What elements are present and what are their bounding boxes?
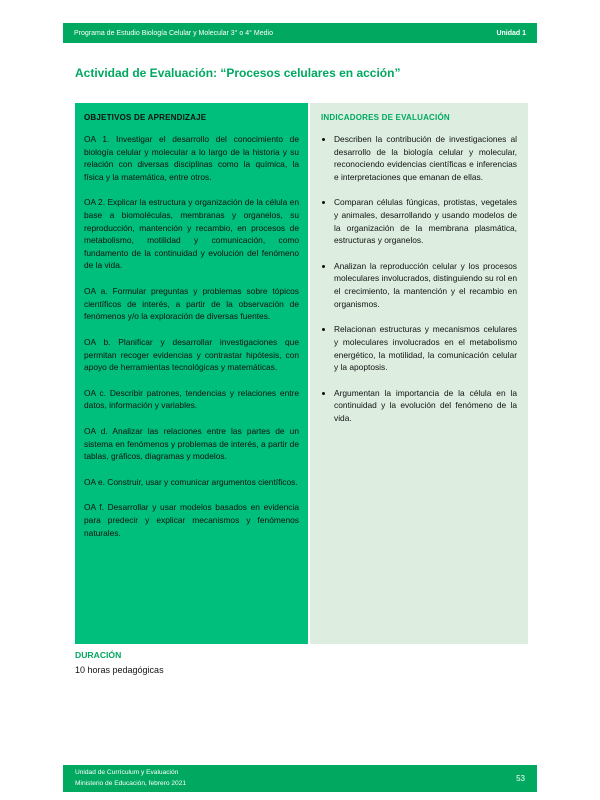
objective-paragraph: OA 2. Explicar la estructura y organización de la célula en base a biomoléculas, membranas y organelos, su reproducción, mantención y recambio, en procesos de metabolismo, motilidad y comunicación, como fundamento de la continuidad y evolución del fenómeno de la vida. (84, 197, 299, 271)
objective-paragraph: OA a. Formular preguntas y problemas sobre tópicos científicos de interés, a partir de la observación de fenómenos y/o la exploración de diversas fuentes. (84, 286, 299, 322)
objective-paragraph: OA d. Analizar las relaciones entre las partes de un sistema en fenómenos y problemas de interés, a partir de tablas, gráficos, diagramas y modelos. (84, 425, 299, 462)
objectives-indicators-table (75, 103, 528, 644)
objectives-header: OBJETIVOS DE APRENDIZAJE (84, 113, 207, 122)
objective-paragraph: OA c. Describir patrones, tendencias y relaciones entre datos, información y variables. (84, 387, 299, 411)
page-footer-bar (63, 765, 537, 792)
indicator-item: • Comparan células fúngicas, protistas, vegetales y animales, desarrollando y usando modelos de la organización de la membrana plasmática, estructuras y organelos. (334, 196, 517, 246)
indicators-list (321, 133, 517, 425)
footer-line2: Ministerio de Educación, febrero 2021 (75, 779, 187, 787)
duration-value: 10 horas pedagógicas (75, 665, 164, 675)
objective-paragraph: OA b. Planificar y desarrollar investigaciones que permitan recoger evidencias y contrastar hipótesis, con apoyo de herramientas tecnológicas y matemáticas. (84, 336, 299, 373)
header-unit-label: Unidad 1 (496, 29, 526, 37)
activity-title: Actividad de Evaluación: “Procesos celulares en acción” (75, 66, 401, 80)
objective-paragraph: OA f. Desarrollar y usar modelos basados en evidencia para predecir y explicar mecanismos y fenómenos naturales. (84, 502, 299, 538)
objective-paragraph: OA 1. Investigar el desarrollo del conocimiento de biología celular y molecular a lo largo de la historia y su relación con diversas disciplinas como la química, la física y la matemática, entre otros. (84, 134, 299, 182)
indicator-item: • Argumentan la importancia de la célula en la continuidad y la evolución del fenómeno de la vida. (334, 387, 517, 425)
duration-label: DURACIÓN (75, 650, 122, 660)
objectives-cell (75, 103, 308, 644)
header-program-title: Programa de Estudio Biología Celular y Molecular 3° o 4° Medio (74, 29, 273, 37)
footer-credits (75, 768, 186, 788)
objective-paragraph: OA e. Construir, usar y comunicar argumentos científicos. (84, 476, 298, 487)
indicator-item: • Describen la contribución de investigaciones al desarrollo de la biología celular y molecular, reconociendo evidencias científicas e inferencias e interpretaciones que emanan de ellas. (334, 133, 517, 183)
page-header-bar (63, 23, 537, 43)
indicator-item: • Analizan la reproducción celular y los procesos moleculares involucrados, distinguiendo su rol en el crecimiento, la mantención y el recambio en organismos. (334, 260, 517, 310)
indicators-cell (310, 103, 528, 644)
indicator-item: • Relacionan estructuras y mecanismos celulares y moleculares involucrados en el metabolismo energético, la motilidad, la comunicación celular y la apoptosis. (334, 323, 517, 373)
indicators-header: INDICADORES DE EVALUACIÓN (321, 113, 450, 122)
page-number: 53 (516, 774, 525, 783)
footer-line1: Unidad de Currículum y Evaluación (75, 769, 179, 777)
duration-section (75, 650, 164, 675)
objectives-list (84, 133, 299, 539)
